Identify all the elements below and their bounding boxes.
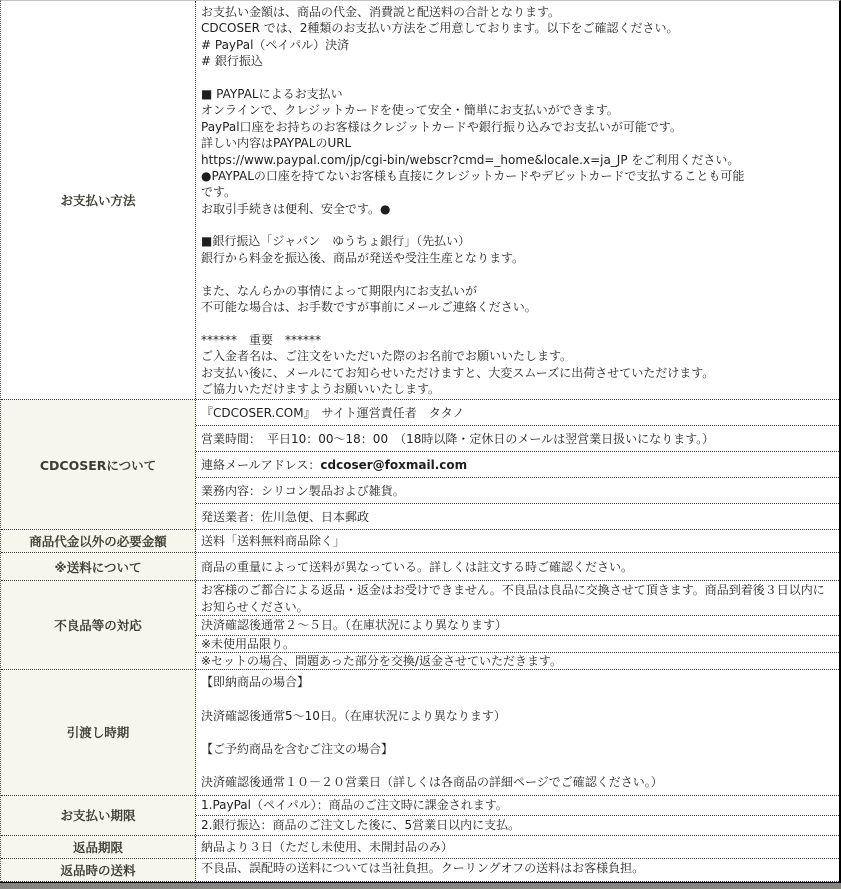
section-payment-method bbox=[1, 1, 839, 400]
defective-items-content bbox=[196, 581, 839, 669]
unused-only-row: ※未使用品限り。 bbox=[196, 636, 839, 653]
shipping-fee-text: 商品の重量によって送料が異なっている。詳しくは註文する時ご確認ください。 bbox=[201, 560, 634, 575]
bank-deadline-row: 2.銀行振込：商品のご注文した後に、5営業日以内に支払。 bbox=[201, 817, 521, 832]
text-line: 不可能な場合は、お手数ですが事前にメールご連絡ください。 bbox=[201, 300, 537, 315]
text-line: 銀行から料金を振込後、商品が発送や受注生産となります。 bbox=[201, 250, 525, 265]
row-header-return-shipping: 返品時の送料 bbox=[1, 859, 196, 881]
text-line bbox=[201, 315, 834, 331]
about-cdcoser-content bbox=[196, 400, 839, 529]
business-description-row: 業務内容：シリコン製品および雑貨。 bbox=[196, 478, 839, 504]
row-header-return-deadline: 返品期限 bbox=[1, 836, 196, 858]
section-return-shipping bbox=[1, 859, 839, 882]
section-shipping-fee bbox=[1, 553, 839, 581]
payment-method-content bbox=[196, 1, 839, 399]
extra-fees-text: 送料「送料無料商品除く」 bbox=[201, 534, 346, 549]
text-line: 決済確認後通常5～10日。（在庫状況により異なります） bbox=[201, 708, 506, 723]
text-line: ご入金者名は、ご注文をいただいた際のお名前でお願いいたします。 bbox=[201, 349, 573, 364]
text-line: です。 bbox=[201, 185, 237, 200]
bottom-divider-bar bbox=[0, 882, 841, 889]
text-line: お支払い後に、メールにてお知らせいただけますと、大変スムーズに出荷させていただけます。 bbox=[201, 365, 715, 380]
extra-fees-content bbox=[196, 530, 839, 552]
contact-email-row bbox=[196, 452, 839, 478]
text-line: # 銀行振込 bbox=[201, 54, 263, 69]
return-shipping-content bbox=[196, 859, 839, 881]
text-line: ■ PAYPALによるお支払い bbox=[201, 86, 343, 101]
payment-method-text bbox=[196, 1, 839, 399]
text-line: ****** 重要 ****** bbox=[201, 332, 322, 347]
text-line: PayPal口座をお持ちのお客様はクレジットカードや銀行振り込みでお支払いが可能です。 bbox=[201, 119, 682, 134]
text-line bbox=[201, 217, 834, 233]
contact-email-label: 連絡メールアドレス： bbox=[201, 458, 321, 473]
row-header-payment-method: お支払い方法 bbox=[1, 1, 196, 399]
text-line: また、なんらかの事情によって期限内にお支払いが bbox=[201, 283, 478, 298]
section-defective-items bbox=[1, 581, 839, 670]
return-deadline-content bbox=[196, 836, 839, 858]
text-line: 詳しい内容はPAYPALのURL bbox=[201, 136, 352, 151]
delivery-timing-content bbox=[196, 670, 839, 794]
row-header-shipping-fee: ※送料について bbox=[1, 553, 196, 580]
shipping-fee-content bbox=[196, 553, 839, 580]
section-extra-fees bbox=[1, 530, 839, 553]
section-payment-deadline bbox=[1, 796, 839, 836]
text-line bbox=[201, 70, 834, 86]
text-line: 【ご予約商品を含むご注文の場合】 bbox=[201, 741, 394, 756]
row-header-defective-items: 不良品等の対応 bbox=[1, 581, 196, 669]
payment-deadline-content bbox=[196, 796, 839, 835]
row-header-about-cdcoser: CDCOSERについて bbox=[1, 400, 196, 529]
text-line: ご協力いただけますようお願いいたします。 bbox=[201, 381, 441, 396]
text-line bbox=[201, 757, 834, 774]
section-about-cdcoser bbox=[1, 400, 839, 530]
row-header-payment-deadline: お支払い期限 bbox=[1, 796, 196, 835]
text-line: ●PAYPALの口座を持てないお客様も直接にクレジットカードやデビットカードで支払することも可能 bbox=[201, 168, 745, 183]
shipping-carriers-row: 発送業者：佐川急便、日本郵政 bbox=[201, 510, 370, 525]
business-hours-row: 営業時間： 平日10：00～18：00 （18時以降・定休日のメールは翌営業日扱いになります。） bbox=[196, 426, 839, 452]
paypal-deadline-row: 1.PayPal（ペイパル）：商品のご注文時に課金されます。 bbox=[196, 796, 839, 816]
text-line: CDCOSER では、2種類のお支払い方法をご用意しております。以下をご確認ください。 bbox=[201, 21, 679, 36]
row-header-delivery-timing: 引渡し時期 bbox=[1, 670, 196, 794]
text-line: オンラインで、クレジットカードを使って安全・簡単にお支払いができます。 bbox=[201, 103, 619, 118]
text-line: https://www.paypal.com/jp/cgi-bin/webscr?cmd=_home&locale.x=ja_JP をご利用ください。 bbox=[201, 152, 740, 167]
text-line: # PayPal（ペイパル）決済 bbox=[201, 37, 350, 52]
text-line: 決済確認後通常１０－２０営業日（詳しくは各商品の詳細ページでご確認ください。） bbox=[201, 774, 663, 789]
contact-email-address: cdcoser@foxmail.com bbox=[320, 458, 468, 473]
row-header-extra-fees: 商品代金以外の必要金額 bbox=[1, 530, 196, 552]
text-line: お支払い金額は、商品の代金、消費説と配送料の合計となります。 bbox=[201, 5, 561, 19]
set-exchange-row: ※セットの場合、問題あった部分を交換/返金させていただきます。 bbox=[201, 654, 563, 669]
text-line bbox=[201, 724, 834, 741]
text-line: 【即納商品の場合】 bbox=[201, 675, 310, 690]
exchange-lead-time-row: 決済確認後通常２～５日。（在庫状況により異なります） bbox=[196, 616, 839, 636]
return-shipping-text: 不良品、誤配時の送料については当社負担。クーリングオフの送料はお客様負担。 bbox=[201, 860, 645, 875]
text-line bbox=[201, 266, 834, 282]
site-operator-row: 『CDCOSER.COM』 サイト運営責任者 タタノ bbox=[196, 400, 839, 426]
returns-policy-row: お客様のご都合による返品・返金はお受けできません。不良品は良品に交換させて頂きます。商品到着後３日以内にお知らせください。 bbox=[196, 581, 839, 616]
text-line: ■銀行振込「ジャパン ゆうちょ銀行」（先払い） bbox=[201, 234, 471, 249]
text-line: お取引手続きは便利、安全です。● bbox=[201, 201, 391, 216]
section-delivery-timing bbox=[1, 670, 839, 795]
return-deadline-text: 納品より３日（ただし未使用、未開封品のみ） bbox=[201, 839, 454, 854]
text-line bbox=[201, 691, 834, 708]
delivery-timing-text bbox=[196, 670, 839, 794]
section-return-deadline bbox=[1, 836, 839, 859]
